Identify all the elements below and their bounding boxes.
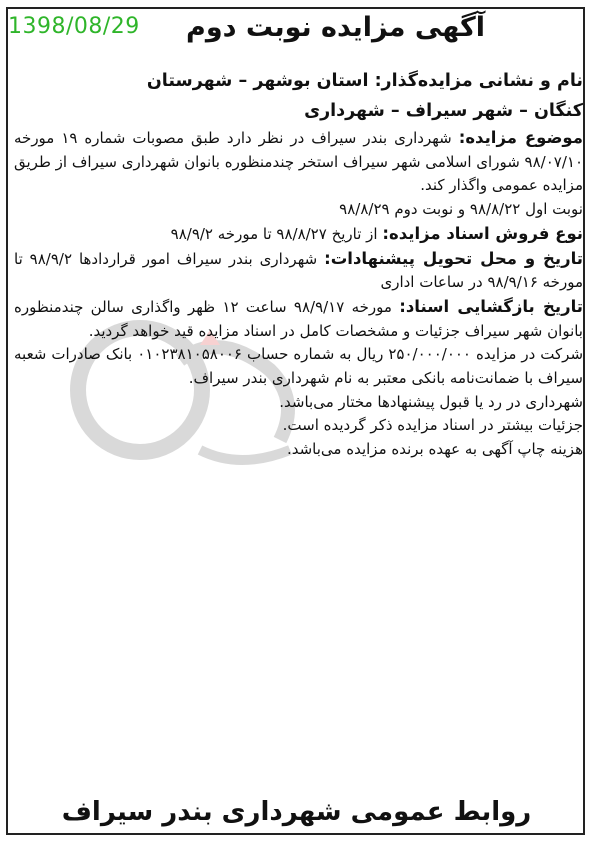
delivery-text: شهرداری بندر سیراف امور قراردادها ۹۸/۹/۲ تا مورخه ۹۸/۹/۱۶ در ساعات اداری — [14, 249, 583, 292]
organizer-line-1 — [14, 66, 583, 96]
organizer-line-2: کنگان – شهر سیراف – شهرداری — [304, 101, 583, 121]
subject-paragraph — [14, 126, 583, 198]
opening-text: مورخه ۹۸/۹/۱۷ ساعت ۱۲ ظهر — [187, 297, 392, 316]
note-3: هزینه چاپ آگهی به عهده برنده مزایده می‌باشد. — [286, 440, 583, 459]
note-2: جزئیات بیشتر در اسناد مزایده ذکر گردیده است. — [282, 416, 583, 435]
documents-sale-paragraph — [14, 222, 583, 247]
footer-signature: روابط عمومی شهرداری بندر سیراف — [61, 797, 532, 827]
date-stamp: 1398/08/29 — [8, 14, 140, 39]
organizer-text-1: استان بوشهر – شهرستان — [146, 71, 369, 91]
documents-sale-text: از تاریخ ۹۸/۸/۲۷ تا مورخه ۹۸/۹/۲ — [170, 224, 378, 243]
notice-body — [14, 66, 583, 462]
organizer-label: نام و نشانی مزایده‌گذار: — [374, 71, 583, 91]
delivery-paragraph — [14, 247, 583, 295]
notice-title: آگهی مزایده نوبت دوم — [186, 12, 485, 43]
subject-rounds: نوبت اول ۹۸/۸/۲۲ و نوبت دوم ۹۸/۸/۲۹ — [339, 200, 583, 219]
opening-paragraph — [14, 295, 583, 343]
opening-detail: واگذاری سالن چندمنظوره بانوان شهر سیراف جزئیات و مشخصات کامل در اسناد مزایده قید خواهد گردید. — [14, 297, 583, 340]
note-1: شهرداری در رد یا قبول پیشنهادها مختار می‌باشد. — [279, 392, 583, 411]
documents-sale-label: نوع فروش اسناد مزایده: — [382, 223, 583, 243]
deposit-paragraph: شرکت در مزایده ۲۵۰/۰۰۰/۰۰۰ ریال به شماره حساب ۰۱۰۲۳۸۱۰۵۸۰۰۶ بانک صادرات شعبه سیراف با ضمانت‌نامه بانکی معتبر به نام شهرداری بندر سیراف. — [14, 345, 584, 388]
subject-text: شهرداری بندر سیراف در نظر دارد طبق مصوبات شماره ۱۹ مورخه ۹۸/۰۷/۱۰ شورای اسلامی شهر سیراف استخر چندمنظوره بانوان شهرداری سیراف از طریق مزایده عمومی واگذار کند. — [14, 129, 583, 195]
subject-label: موضوع مزایده: — [458, 128, 583, 147]
delivery-label: تاریخ و محل تحویل پیشنهادات: — [324, 248, 583, 268]
opening-label: تاریخ بازگشایی اسناد: — [399, 296, 583, 316]
